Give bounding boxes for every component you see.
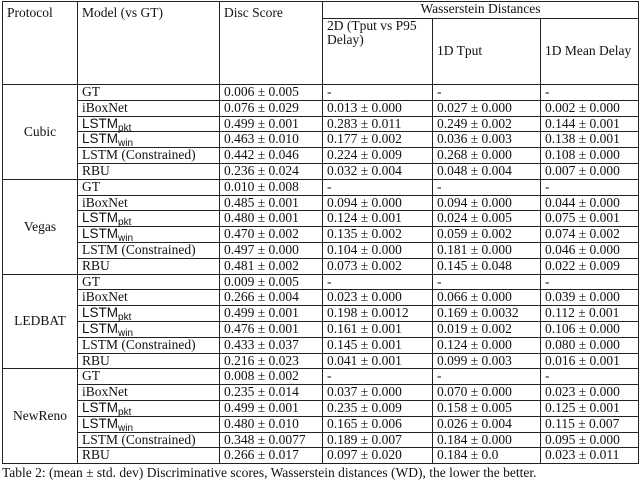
disc-score-cell: 0.497 ± 0.000 — [220, 242, 323, 258]
wd-2d-cell: - — [323, 179, 433, 195]
model-name: RBU — [82, 257, 110, 273]
wd-delay-cell: 0.095 ± 0.000 — [541, 432, 639, 448]
model-name: LSTM (Constrained) — [82, 431, 196, 447]
wd-2d-cell: 0.161 ± 0.001 — [323, 321, 433, 337]
table-row — [3, 353, 639, 369]
model-cell — [78, 116, 220, 132]
wd-2d-cell: 0.041 ± 0.001 — [323, 353, 433, 369]
table-caption: Table 2: (mean ± std. dev) Discriminative scores, Wasserstein distances (WD), the lower the better. — [2, 465, 537, 480]
wd-tput-cell: 0.099 ± 0.003 — [433, 353, 541, 369]
disc-score-cell: 0.499 ± 0.001 — [220, 400, 323, 416]
table-row — [3, 100, 639, 116]
disc-score-cell: 0.266 ± 0.004 — [220, 290, 323, 306]
wd-tput-cell: - — [433, 369, 541, 385]
protocol-cell: Vegas — [3, 179, 78, 274]
model-name: RBU — [82, 352, 110, 368]
wd-delay-cell: 0.115 ± 0.007 — [541, 416, 639, 432]
table-row — [3, 448, 639, 464]
wd-2d-cell: 0.037 ± 0.000 — [323, 385, 433, 401]
disc-score-cell: 0.348 ± 0.0077 — [220, 432, 323, 448]
table-row — [3, 116, 639, 132]
model-subscript: pkt — [118, 312, 132, 324]
wd-delay-cell: 0.080 ± 0.000 — [541, 337, 639, 353]
wd-delay-cell: 0.106 ± 0.000 — [541, 321, 639, 337]
table-row — [3, 148, 639, 164]
wd-tput-cell: - — [433, 85, 541, 101]
model-name: iBoxNet — [82, 99, 128, 115]
model-cell — [78, 290, 220, 306]
wd-delay-cell: 0.039 ± 0.000 — [541, 290, 639, 306]
table-row — [3, 321, 639, 337]
model-name: iBoxNet — [82, 289, 128, 305]
table-row — [3, 369, 639, 385]
header-model: Model (vs GT) — [78, 2, 220, 85]
disc-score-cell: 0.266 ± 0.017 — [220, 448, 323, 464]
wd-2d-cell: 0.104 ± 0.000 — [323, 242, 433, 258]
wd-2d-cell: - — [323, 369, 433, 385]
wd-2d-cell: 0.224 ± 0.009 — [323, 148, 433, 164]
model-cell — [78, 385, 220, 401]
wd-2d-cell: 0.124 ± 0.001 — [323, 211, 433, 227]
wd-tput-cell: 0.027 ± 0.000 — [433, 100, 541, 116]
disc-score-cell: 0.480 ± 0.010 — [220, 416, 323, 432]
wd-tput-cell: 0.066 ± 0.000 — [433, 290, 541, 306]
model-name: RBU — [82, 162, 110, 178]
wd-2d-cell: 0.097 ± 0.020 — [323, 448, 433, 464]
wd-delay-cell: - — [541, 274, 639, 290]
wd-2d-cell: 0.235 ± 0.009 — [323, 400, 433, 416]
header-wd-1d-delay: 1D Mean Delay — [541, 18, 639, 84]
model-cell — [78, 242, 220, 258]
wd-2d-cell: 0.177 ± 0.002 — [323, 132, 433, 148]
wd-2d-cell: 0.165 ± 0.006 — [323, 416, 433, 432]
model-subscript: win — [118, 138, 134, 150]
wd-tput-cell: 0.026 ± 0.004 — [433, 416, 541, 432]
wd-delay-cell: 0.002 ± 0.000 — [541, 100, 639, 116]
header-wasserstein: Wasserstein Distances — [323, 2, 639, 19]
model-cell — [78, 195, 220, 211]
wd-tput-cell: - — [433, 179, 541, 195]
table-row — [3, 274, 639, 290]
model-name: iBoxNet — [82, 384, 128, 400]
table-row — [3, 432, 639, 448]
model-name: GT — [82, 84, 100, 99]
model-name: LSTM — [82, 399, 119, 415]
wd-tput-cell: 0.184 ± 0.0 — [433, 448, 541, 464]
model-subscript: pkt — [118, 406, 132, 418]
disc-score-cell: 0.009 ± 0.005 — [220, 274, 323, 290]
wd-delay-cell: - — [541, 369, 639, 385]
wd-tput-cell: 0.268 ± 0.000 — [433, 148, 541, 164]
wd-2d-cell: 0.145 ± 0.001 — [323, 337, 433, 353]
wd-delay-cell: 0.125 ± 0.001 — [541, 400, 639, 416]
table-row — [3, 337, 639, 353]
wd-delay-cell: 0.023 ± 0.011 — [541, 448, 639, 464]
disc-score-cell: 0.476 ± 0.001 — [220, 321, 323, 337]
header-wd-1d-tput: 1D Tput — [433, 18, 541, 84]
wd-tput-cell: 0.094 ± 0.000 — [433, 195, 541, 211]
disc-score-cell: 0.433 ± 0.037 — [220, 337, 323, 353]
model-name: LSTM — [82, 210, 119, 226]
table-row — [3, 258, 639, 274]
table-row — [3, 211, 639, 227]
disc-score-cell: 0.006 ± 0.005 — [220, 85, 323, 101]
model-name: LSTM — [82, 415, 119, 431]
wd-tput-cell: 0.249 ± 0.002 — [433, 116, 541, 132]
wd-delay-cell: 0.046 ± 0.000 — [541, 242, 639, 258]
model-cell — [78, 179, 220, 195]
model-cell — [78, 100, 220, 116]
wd-tput-cell: 0.024 ± 0.005 — [433, 211, 541, 227]
model-subscript: win — [118, 422, 134, 434]
model-name: LSTM (Constrained) — [82, 336, 196, 352]
table-row — [3, 385, 639, 401]
model-subscript: win — [118, 327, 134, 339]
model-cell — [78, 132, 220, 148]
wd-2d-cell: - — [323, 85, 433, 101]
wd-delay-cell: 0.016 ± 0.001 — [541, 353, 639, 369]
model-cell — [78, 211, 220, 227]
disc-score-cell: 0.076 ± 0.029 — [220, 100, 323, 116]
wd-2d-cell: 0.094 ± 0.000 — [323, 195, 433, 211]
table-row — [3, 195, 639, 211]
wd-delay-cell: 0.138 ± 0.001 — [541, 132, 639, 148]
model-cell — [78, 400, 220, 416]
wd-tput-cell: 0.158 ± 0.005 — [433, 400, 541, 416]
table-row — [3, 163, 639, 179]
wd-tput-cell: 0.070 ± 0.000 — [433, 385, 541, 401]
wd-delay-cell: 0.022 ± 0.009 — [541, 258, 639, 274]
disc-score-cell: 0.470 ± 0.002 — [220, 227, 323, 243]
wd-delay-cell: - — [541, 85, 639, 101]
wd-delay-cell: 0.108 ± 0.000 — [541, 148, 639, 164]
model-name: LSTM — [82, 131, 119, 147]
table-row — [3, 242, 639, 258]
wd-2d-cell: 0.023 ± 0.000 — [323, 290, 433, 306]
wd-delay-cell: 0.044 ± 0.000 — [541, 195, 639, 211]
model-name: LSTM — [82, 320, 119, 336]
wd-delay-cell: 0.023 ± 0.000 — [541, 385, 639, 401]
model-cell — [78, 258, 220, 274]
disc-score-cell: 0.008 ± 0.002 — [220, 369, 323, 385]
disc-score-cell: 0.480 ± 0.001 — [220, 211, 323, 227]
wd-2d-cell: 0.073 ± 0.002 — [323, 258, 433, 274]
wd-tput-cell: 0.124 ± 0.000 — [433, 337, 541, 353]
wd-2d-cell: 0.189 ± 0.007 — [323, 432, 433, 448]
model-name: LSTM (Constrained) — [82, 147, 196, 163]
results-table — [2, 1, 639, 464]
model-cell — [78, 148, 220, 164]
model-cell — [78, 369, 220, 385]
table-row — [3, 85, 639, 101]
wd-tput-cell: 0.184 ± 0.000 — [433, 432, 541, 448]
disc-score-cell: 0.481 ± 0.002 — [220, 258, 323, 274]
wd-tput-cell: 0.036 ± 0.003 — [433, 132, 541, 148]
wd-delay-cell: - — [541, 179, 639, 195]
model-name: LSTM — [82, 226, 119, 242]
model-cell — [78, 448, 220, 464]
wd-tput-cell: 0.059 ± 0.002 — [433, 227, 541, 243]
wd-delay-cell: 0.112 ± 0.001 — [541, 306, 639, 322]
wd-tput-cell: 0.145 ± 0.048 — [433, 258, 541, 274]
table-row — [3, 132, 639, 148]
model-cell — [78, 337, 220, 353]
wd-2d-cell: 0.135 ± 0.002 — [323, 227, 433, 243]
wd-2d-cell: - — [323, 274, 433, 290]
model-name: iBoxNet — [82, 194, 128, 210]
wd-tput-cell: 0.169 ± 0.0032 — [433, 306, 541, 322]
wd-2d-cell: 0.198 ± 0.0012 — [323, 306, 433, 322]
wd-2d-cell: 0.283 ± 0.011 — [323, 116, 433, 132]
model-subscript: pkt — [118, 122, 132, 134]
model-cell — [78, 432, 220, 448]
model-name: LSTM — [82, 305, 119, 321]
header-disc-score: Disc Score — [220, 2, 323, 85]
model-cell — [78, 353, 220, 369]
disc-score-cell: 0.499 ± 0.001 — [220, 306, 323, 322]
table-row — [3, 306, 639, 322]
wd-2d-cell: 0.032 ± 0.004 — [323, 163, 433, 179]
model-name: LSTM — [82, 115, 119, 131]
model-name: GT — [82, 273, 100, 289]
model-cell — [78, 416, 220, 432]
wd-tput-cell: 0.048 ± 0.004 — [433, 163, 541, 179]
disc-score-cell: 0.485 ± 0.001 — [220, 195, 323, 211]
disc-score-cell: 0.235 ± 0.014 — [220, 385, 323, 401]
model-subscript: win — [118, 233, 134, 245]
disc-score-cell: 0.463 ± 0.010 — [220, 132, 323, 148]
wd-tput-cell: 0.181 ± 0.000 — [433, 242, 541, 258]
wd-2d-cell: 0.013 ± 0.000 — [323, 100, 433, 116]
table-row — [3, 416, 639, 432]
wd-delay-cell: 0.075 ± 0.001 — [541, 211, 639, 227]
wd-delay-cell: 0.007 ± 0.000 — [541, 163, 639, 179]
wd-tput-cell: - — [433, 274, 541, 290]
model-cell — [78, 306, 220, 322]
protocol-cell: LEDBAT — [3, 274, 78, 369]
model-cell — [78, 321, 220, 337]
disc-score-cell: 0.499 ± 0.001 — [220, 116, 323, 132]
protocol-cell: NewReno — [3, 369, 78, 464]
model-cell — [78, 163, 220, 179]
table-row — [3, 290, 639, 306]
table-row — [3, 400, 639, 416]
model-cell — [78, 274, 220, 290]
wd-delay-cell: 0.144 ± 0.001 — [541, 116, 639, 132]
header-wd-2d: 2D (Tput vs P95 Delay) — [323, 18, 433, 84]
disc-score-cell: 0.236 ± 0.024 — [220, 163, 323, 179]
disc-score-cell: 0.216 ± 0.023 — [220, 353, 323, 369]
model-cell — [78, 85, 220, 101]
table-row — [3, 227, 639, 243]
header-protocol: Protocol — [3, 2, 78, 85]
model-cell — [78, 227, 220, 243]
table-row — [3, 179, 639, 195]
model-name: RBU — [82, 447, 110, 463]
disc-score-cell: 0.442 ± 0.046 — [220, 148, 323, 164]
model-name: GT — [82, 368, 100, 384]
model-name: GT — [82, 178, 100, 194]
model-name: LSTM (Constrained) — [82, 241, 196, 257]
model-subscript: pkt — [118, 217, 132, 229]
protocol-cell: Cubic — [3, 85, 78, 180]
disc-score-cell: 0.010 ± 0.008 — [220, 179, 323, 195]
wd-tput-cell: 0.019 ± 0.002 — [433, 321, 541, 337]
wd-delay-cell: 0.074 ± 0.002 — [541, 227, 639, 243]
